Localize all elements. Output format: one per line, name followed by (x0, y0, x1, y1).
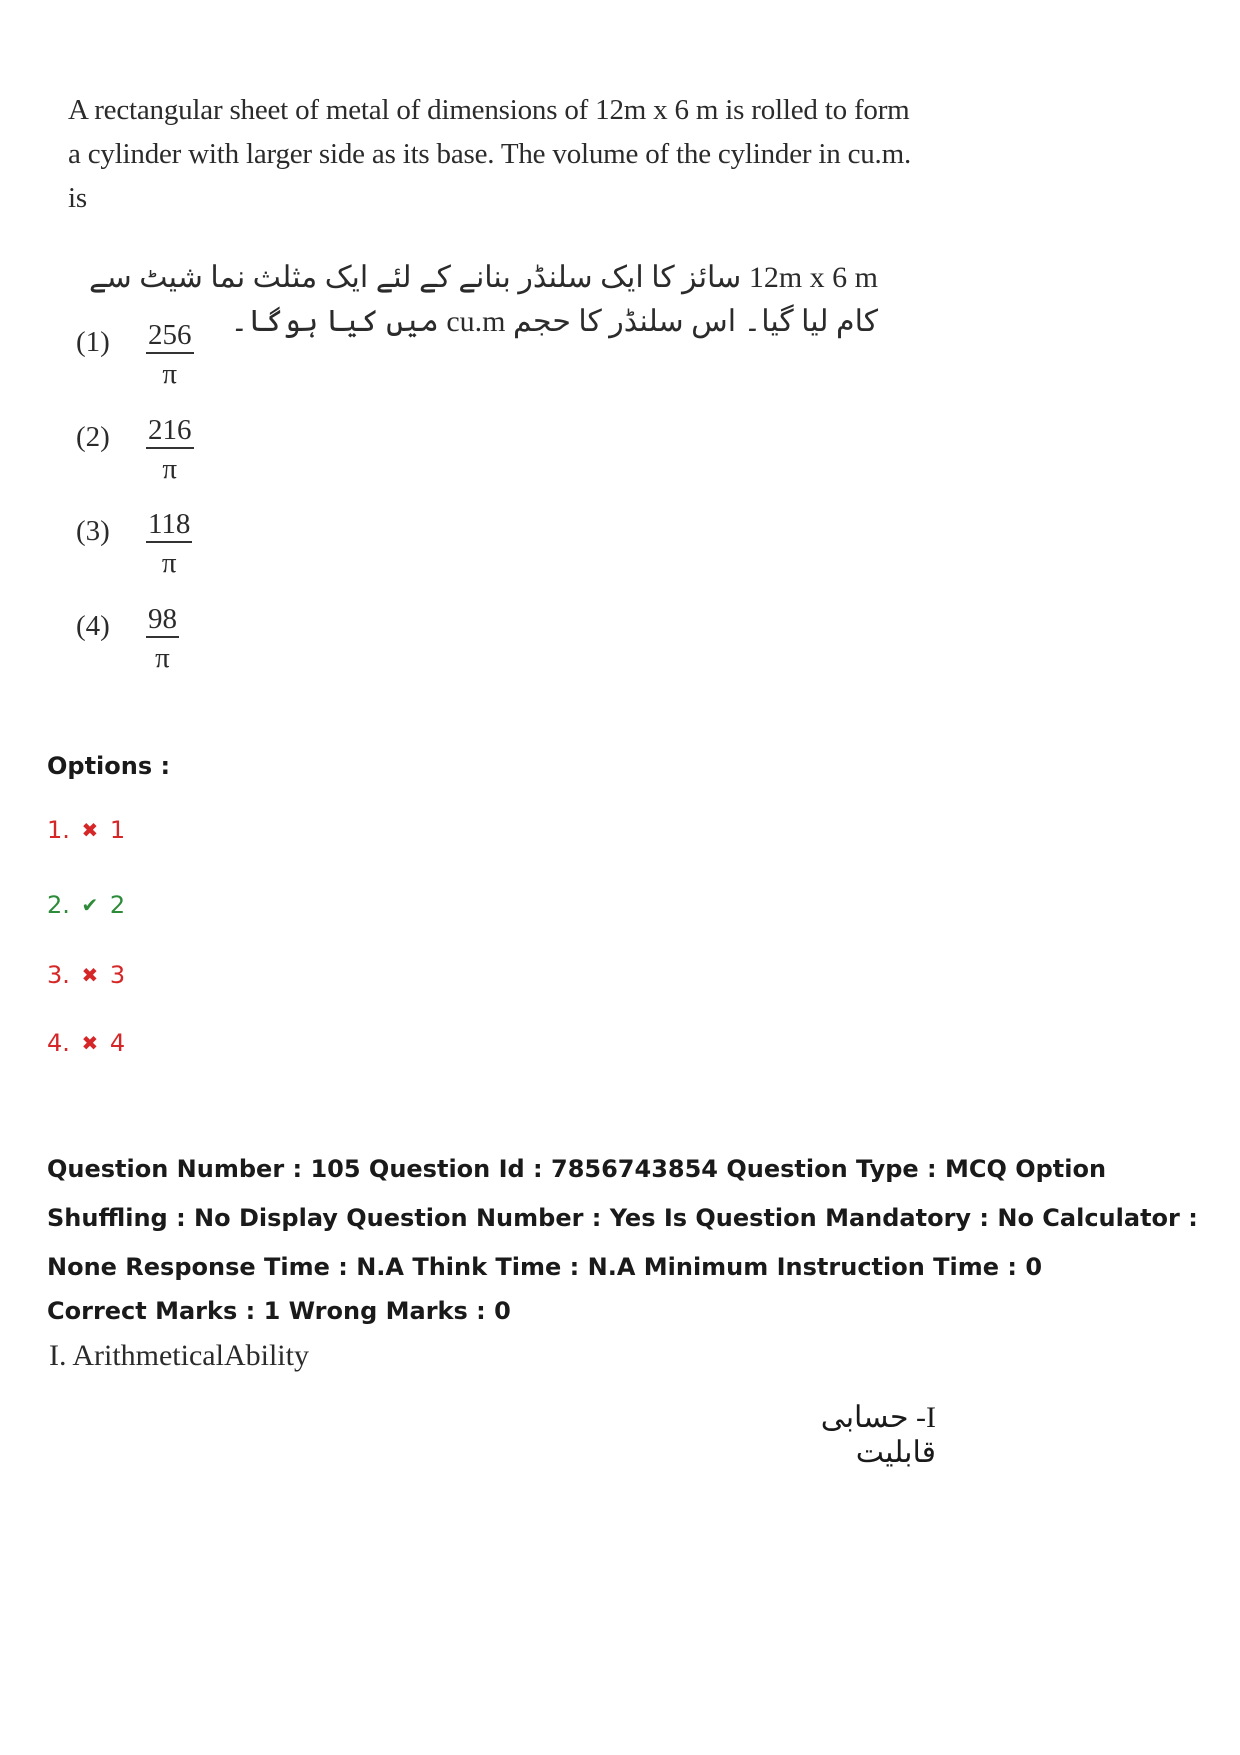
section-title-english: I. ArithmeticalAbility (49, 1339, 309, 1372)
cross-icon: ✖ (81, 963, 99, 987)
fraction (146, 507, 192, 583)
fraction-denominator: π (155, 642, 170, 674)
option-value: 3 (109, 961, 126, 989)
option-number: 3. (47, 961, 70, 989)
check-icon: ✔ (81, 893, 99, 917)
fraction (146, 413, 194, 489)
answer-choice (76, 507, 236, 597)
answer-choice (76, 413, 236, 503)
fraction-numerator: 98 (146, 602, 179, 638)
question-block (68, 88, 928, 344)
answer-choice (76, 318, 236, 408)
answer-choice (76, 602, 236, 692)
option-value: 4 (109, 1029, 126, 1057)
question-text-urdu: 12m x 6 m سائز کا ایک سلنڈر بنانے کے لئے ایک مثلث نما شیٹ سے کام لیا گیا۔ اس سلنڈر کا حجم cu.m میں کیا ہوگا۔ (88, 261, 878, 338)
option-item (47, 891, 125, 919)
fraction-numerator: 216 (146, 413, 194, 449)
option-number: 1. (47, 816, 70, 844)
answer-choice-label: (1) (76, 326, 110, 358)
option-value: 1 (109, 816, 126, 844)
answer-choice-label: (2) (76, 421, 110, 453)
answer-choice-label: (4) (76, 610, 110, 642)
marks-info: Correct Marks : 1 Wrong Marks : 0 (47, 1297, 511, 1325)
fraction-numerator: 118 (146, 507, 192, 543)
option-item (47, 961, 125, 989)
fraction-denominator: π (162, 453, 178, 485)
option-value: 2 (109, 891, 126, 919)
section-title-urdu: I- حسابی قابلیت (820, 1401, 936, 1469)
answer-choice-label: (3) (76, 515, 110, 547)
option-item (47, 1029, 125, 1057)
option-item (47, 816, 125, 844)
fraction-denominator: π (161, 547, 177, 579)
fraction (146, 602, 179, 678)
fraction (146, 318, 194, 394)
fraction-numerator: 256 (146, 318, 194, 354)
options-heading: Options : (47, 752, 171, 780)
cross-icon: ✖ (81, 1031, 99, 1055)
option-number: 2. (47, 891, 70, 919)
question-text-english: A rectangular sheet of metal of dimensions of 12m x 6 m is rolled to form a cylinder with larger side as its base. The volume of the cylinder in cu.m. is (68, 94, 912, 214)
option-number: 4. (47, 1029, 70, 1057)
fraction-denominator: π (162, 358, 178, 390)
question-metadata: Question Number : 105 Question Id : 7856743854 Question Type : MCQ Option Shuffling : No Display Question Number : Yes Is Question Mandatory : No Calculator : None Response Time : N.A Think Time : N.A Minimum Instruction Time : 0 (47, 1155, 1198, 1281)
cross-icon: ✖ (81, 818, 99, 842)
